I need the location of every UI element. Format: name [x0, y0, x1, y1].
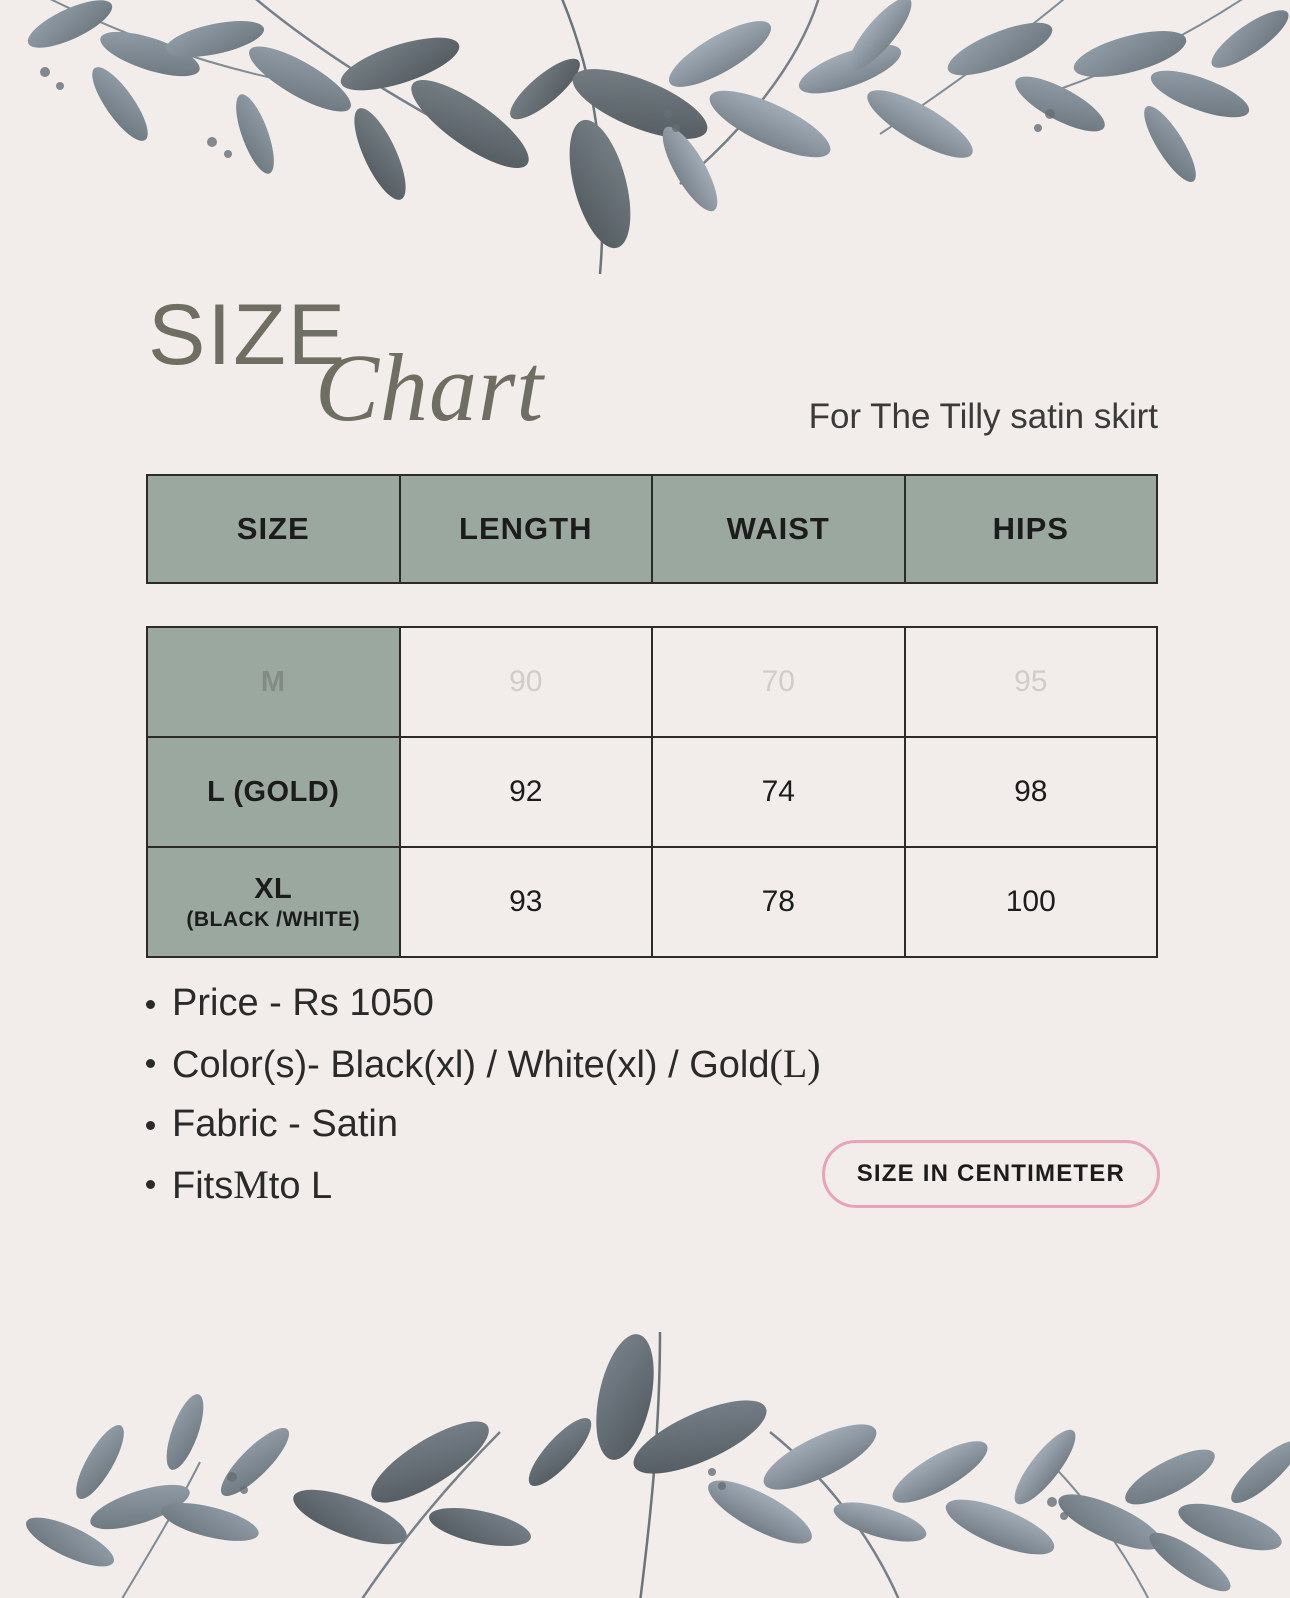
size-table-body — [146, 626, 1158, 958]
cell-size — [147, 847, 400, 957]
cell-hips: 95 — [905, 627, 1158, 737]
column-header-length: LENGTH — [400, 475, 653, 583]
table-header-row — [147, 475, 1157, 583]
list-item-fabric: Fabric - Satin — [172, 1095, 821, 1154]
cell-length: 90 — [400, 627, 653, 737]
list-item-colors — [172, 1033, 821, 1095]
table-row — [147, 737, 1157, 847]
table-row — [147, 847, 1157, 957]
page-header — [0, 287, 1290, 472]
list-item-colors-text: Color(s)- Black(xl) / White(xl) / Gold — [172, 1043, 770, 1086]
page-title-size: SIZE — [148, 287, 348, 383]
list-item-fits-end: to L — [268, 1164, 333, 1207]
page-title-chart: Chart — [315, 334, 545, 441]
cell-waist: 74 — [652, 737, 905, 847]
table-row — [147, 627, 1157, 737]
cell-hips: 98 — [905, 737, 1158, 847]
list-item-fits-text: Fits — [172, 1164, 234, 1207]
list-item-price: Price - Rs 1050 — [172, 974, 821, 1033]
cell-size-main: XL — [254, 872, 293, 905]
list-item-colors-suffix: (L) — [769, 1040, 821, 1086]
size-table-header — [146, 474, 1158, 584]
size-unit-badge-label: SIZE IN CENTIMETER — [856, 1160, 1125, 1187]
column-header-size: SIZE — [147, 475, 400, 583]
foliage-bottom-decoration — [0, 1272, 1290, 1598]
cell-length: 92 — [400, 737, 653, 847]
foliage-top-decoration — [0, 0, 1290, 314]
page-subtitle: For The Tilly satin skirt — [808, 397, 1158, 436]
list-item-fits — [172, 1154, 821, 1216]
cell-length: 93 — [400, 847, 653, 957]
column-header-waist: WAIST — [652, 475, 905, 583]
cell-waist: 70 — [652, 627, 905, 737]
cell-size-sub: (BLACK /WHITE) — [186, 907, 361, 931]
product-details-list — [132, 974, 821, 1216]
column-header-hips: HIPS — [905, 475, 1158, 583]
list-item-fits-mid: M — [233, 1161, 269, 1207]
cell-hips: 100 — [905, 847, 1158, 957]
size-unit-badge — [822, 1140, 1160, 1208]
cell-size: M — [147, 627, 400, 737]
cell-size: L (GOLD) — [147, 737, 400, 847]
cell-waist: 78 — [652, 847, 905, 957]
